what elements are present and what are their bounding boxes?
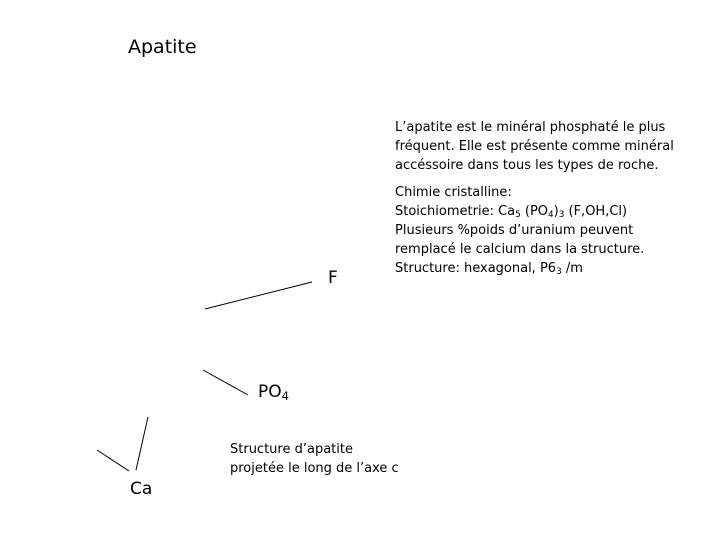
uranium-line: remplacé le calcium dans la structure. <box>395 242 645 257</box>
ca-pointer-line-diagonal <box>97 450 129 471</box>
uranium-line: Plusieurs %poids d’uranium peuvent <box>395 223 634 238</box>
caption-line: Structure d’apatite <box>230 442 353 457</box>
ca-label: Ca <box>130 479 153 499</box>
po4-label: $PO_4$ <box>258 382 289 403</box>
f-pointer-line <box>205 282 312 309</box>
po4-pointer-line <box>203 370 248 395</box>
f-label: F <box>328 268 338 288</box>
page-title: Apatite <box>128 36 197 58</box>
description-line: fréquent. Elle est présente comme minéral <box>395 139 674 154</box>
structure-line: Structure: hexagonal, $P6_3$ /m <box>395 261 583 278</box>
caption-line: projetée le long de l’axe c <box>230 461 399 476</box>
figure-caption <box>230 440 399 478</box>
ca-pointer-line-vertical <box>136 417 148 470</box>
description-line: accéssoire dans tous les types de roche. <box>395 158 659 173</box>
chemistry-heading: Chimie cristalline: <box>395 185 512 200</box>
description-line: L’apatite est le minéral phosphaté le plus <box>395 120 666 135</box>
stoichiometry-line: Stoichiometrie: $Ca_5$ $(PO_4)_3$ (F,OH,Cl) <box>395 204 628 221</box>
